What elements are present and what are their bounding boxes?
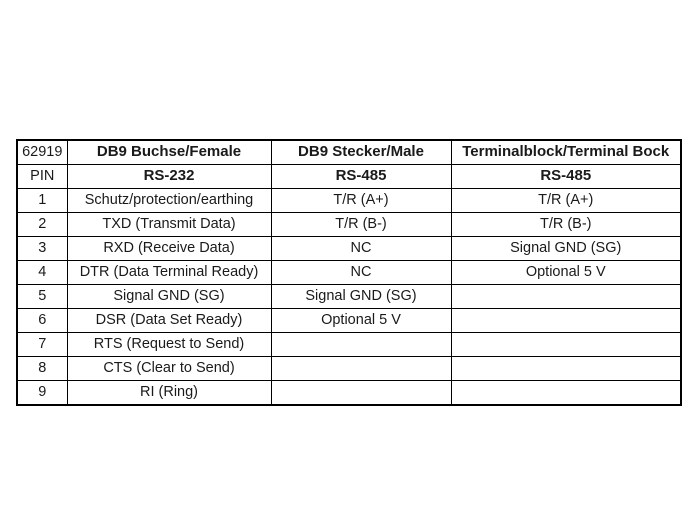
rs232-signal-cell: DSR (Data Set Ready): [67, 309, 271, 333]
rs485-terminal-signal-cell: [451, 357, 681, 381]
table-subheader-row: [17, 165, 681, 189]
rs485-male-signal-cell: [271, 381, 451, 406]
article-number-cell: 62919: [17, 140, 67, 165]
rs485-male-signal-cell: T/R (B-): [271, 213, 451, 237]
rs485-male-signal-cell: [271, 357, 451, 381]
rs485-male-signal-cell: Signal GND (SG): [271, 285, 451, 309]
col-header-db9-male: DB9 Stecker/Male: [271, 140, 451, 165]
pin-table-body: [17, 140, 681, 405]
rs232-signal-cell: CTS (Clear to Send): [67, 357, 271, 381]
rs485-terminal-signal-cell: [451, 333, 681, 357]
rs232-signal-cell: RTS (Request to Send): [67, 333, 271, 357]
rs485-terminal-signal-cell: Optional 5 V: [451, 261, 681, 285]
rs232-signal-cell: RXD (Receive Data): [67, 237, 271, 261]
rs485-terminal-signal-cell: T/R (A+): [451, 189, 681, 213]
rs485-male-signal-cell: [271, 333, 451, 357]
rs485-terminal-signal-cell: [451, 309, 681, 333]
table-row: [17, 213, 681, 237]
col-header-terminal-block: Terminalblock/Terminal Bock: [451, 140, 681, 165]
subheader-rs485-terminal: RS-485: [451, 165, 681, 189]
pin-number-cell: 8: [17, 357, 67, 381]
pin-number-cell: 3: [17, 237, 67, 261]
rs485-terminal-signal-cell: T/R (B-): [451, 213, 681, 237]
pin-assignment-table: [16, 139, 682, 406]
rs485-male-signal-cell: NC: [271, 237, 451, 261]
table-row: [17, 333, 681, 357]
rs485-terminal-signal-cell: [451, 285, 681, 309]
pin-number-cell: 1: [17, 189, 67, 213]
rs232-signal-cell: TXD (Transmit Data): [67, 213, 271, 237]
rs485-terminal-signal-cell: Signal GND (SG): [451, 237, 681, 261]
subheader-rs485-male: RS-485: [271, 165, 451, 189]
pin-number-cell: 7: [17, 333, 67, 357]
pin-number-cell: 9: [17, 381, 67, 406]
table-row: [17, 237, 681, 261]
table-row: [17, 309, 681, 333]
pin-number-cell: 5: [17, 285, 67, 309]
rs485-male-signal-cell: T/R (A+): [271, 189, 451, 213]
rs485-male-signal-cell: Optional 5 V: [271, 309, 451, 333]
pin-number-cell: 6: [17, 309, 67, 333]
col-header-db9-female: DB9 Buchse/Female: [67, 140, 271, 165]
rs485-terminal-signal-cell: [451, 381, 681, 406]
subheader-rs232: RS-232: [67, 165, 271, 189]
table-header-row: [17, 140, 681, 165]
table-row: [17, 189, 681, 213]
table-row: [17, 261, 681, 285]
pin-header-cell: PIN: [17, 165, 67, 189]
rs232-signal-cell: RI (Ring): [67, 381, 271, 406]
pin-number-cell: 4: [17, 261, 67, 285]
table-row: [17, 285, 681, 309]
rs232-signal-cell: Schutz/protection/earthing: [67, 189, 271, 213]
table-row: [17, 357, 681, 381]
rs232-signal-cell: DTR (Data Terminal Ready): [67, 261, 271, 285]
rs232-signal-cell: Signal GND (SG): [67, 285, 271, 309]
rs485-male-signal-cell: NC: [271, 261, 451, 285]
pin-number-cell: 2: [17, 213, 67, 237]
table-row: [17, 381, 681, 406]
